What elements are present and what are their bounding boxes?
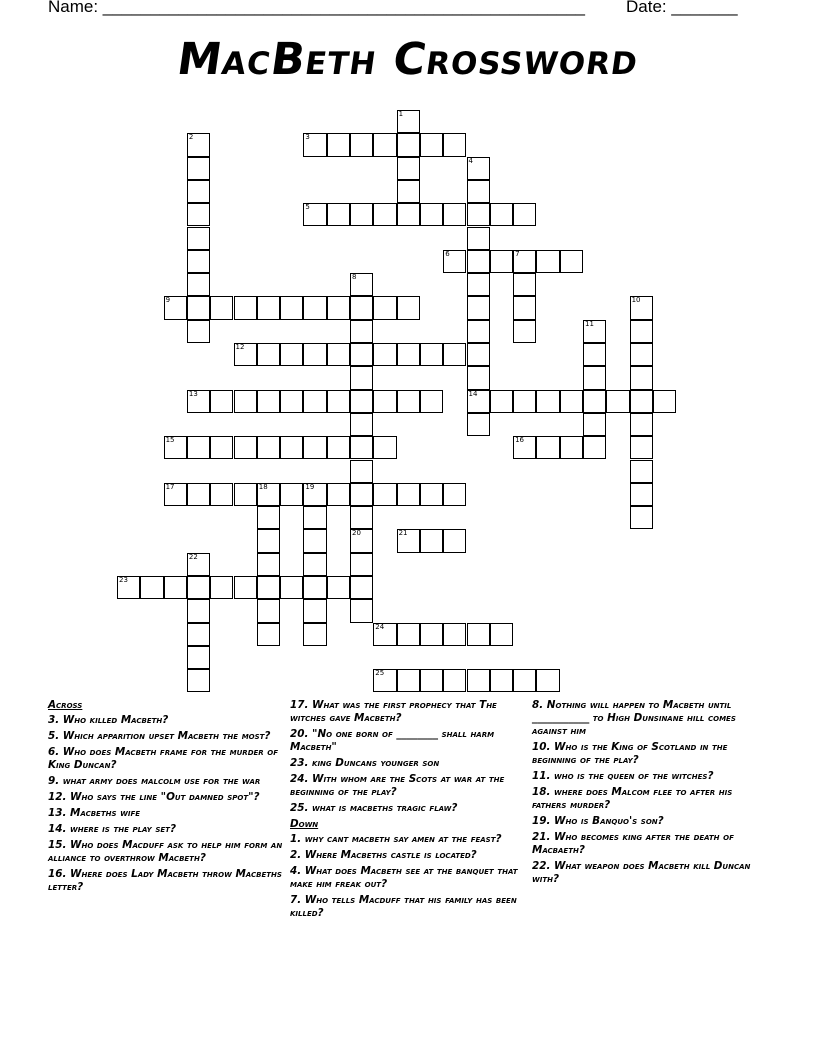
grid-cell[interactable] [303,343,326,366]
grid-cell[interactable] [350,133,373,156]
grid-cell[interactable] [397,529,420,552]
grid-cell[interactable] [257,599,280,622]
name-field-label: Name: ___________________________________________________ [48,0,585,16]
grid-cell[interactable] [397,296,420,319]
date-field-label: Date: _______ [626,0,738,16]
grid-cell[interactable] [350,390,373,413]
grid-cell[interactable] [350,599,373,622]
grid-cell[interactable] [467,623,490,646]
grid-cell[interactable] [257,483,280,506]
grid-cell[interactable] [420,133,443,156]
grid-cell[interactable] [397,669,420,692]
grid-cell[interactable] [187,436,210,459]
grid-cell[interactable] [630,296,653,319]
grid-cell[interactable] [420,669,443,692]
grid-cell[interactable] [560,250,583,273]
grid-cell[interactable] [187,250,210,273]
grid-cell[interactable] [490,250,513,273]
grid-cell[interactable] [373,669,396,692]
clue-number: 1 [398,110,404,118]
grid-cell[interactable] [513,203,536,226]
grid-cell[interactable] [303,390,326,413]
grid-cell[interactable] [187,669,210,692]
grid-cell[interactable] [443,623,466,646]
grid-cell[interactable] [187,296,210,319]
clue-number: 9 [165,296,171,305]
clue-number: 7 [515,249,520,258]
clue-number: 16 [515,436,525,445]
clue-item: 17. What was the first prophecy that The witches gave Macbeth? [290,699,497,724]
grid-cell[interactable] [420,343,443,366]
clue-item: 8. Nothing will happen to Macbeth until ___________ to High Dunsinane hill comes against him [532,699,736,737]
clue-number: 20 [352,529,361,538]
grid-cell[interactable] [630,436,653,459]
clue-item: 5. Which apparition upset Macbeth the most? [48,730,271,742]
grid-cell[interactable] [536,390,559,413]
grid-cell[interactable] [280,483,303,506]
clue-item: 1. why cant macbeth say amen at the feast? [290,833,502,845]
grid-cell[interactable] [630,460,653,483]
grid-cell[interactable] [350,483,373,506]
grid-cell[interactable] [257,436,280,459]
grid-cell[interactable] [187,180,210,203]
grid-cell[interactable] [490,623,513,646]
clue-item: 14. where is the play set? [48,823,176,835]
grid-cell[interactable] [443,669,466,692]
grid-cell[interactable] [257,553,280,576]
clue-item: 11. who is the queen of the witches? [532,770,714,782]
grid-cell[interactable] [303,296,326,319]
grid-cell[interactable] [187,273,210,296]
grid-cell[interactable] [350,203,373,226]
clue-section-heading: Across [48,699,83,711]
grid-cell[interactable] [583,366,606,389]
grid-cell[interactable] [513,250,536,273]
grid-cell[interactable] [117,576,140,599]
grid-cell[interactable] [373,133,396,156]
grid-cell[interactable] [210,390,233,413]
grid-cell[interactable] [513,390,536,413]
clue-number: 6 [445,249,450,258]
grid-cell[interactable] [443,133,466,156]
grid-cell[interactable] [280,296,303,319]
grid-cell[interactable] [257,506,280,529]
grid-cell[interactable] [327,343,350,366]
grid-cell[interactable] [187,599,210,622]
grid-cell[interactable] [234,343,257,366]
grid-cell[interactable] [187,576,210,599]
clue-item: 24. With whom are the Scots at war at the beginning of the play? [290,773,505,798]
grid-cell[interactable] [350,413,373,436]
clue-number: 19 [305,482,315,491]
clue-item: 4. What does Macbeth see at the banquet that make him freak out? [290,865,518,890]
grid-cell[interactable] [303,529,326,552]
grid-cell[interactable] [373,436,396,459]
grid-cell[interactable] [350,529,373,552]
grid-cell[interactable] [234,390,257,413]
grid-cell[interactable] [257,343,280,366]
clue-number: 10 [631,296,641,305]
grid-cell[interactable] [303,133,326,156]
grid-cell[interactable] [303,623,326,646]
grid-cell[interactable] [397,203,420,226]
grid-cell[interactable] [467,273,490,296]
clue-item: 9. what army does malcolm use for the war [48,775,261,787]
grid-cell[interactable] [280,390,303,413]
clue-number: 11 [585,319,594,328]
grid-cell[interactable] [467,366,490,389]
grid-cell[interactable] [280,343,303,366]
clues-column-1 [48,699,284,897]
clue-number: 3 [305,133,310,142]
grid-cell[interactable] [513,436,536,459]
grid-cell[interactable] [513,320,536,343]
grid-cell[interactable] [140,576,163,599]
clue-item: 18. where does Malcom flee to after his fathers murder? [532,786,733,811]
grid-cell[interactable] [467,157,490,180]
grid-cell[interactable] [350,436,373,459]
grid-cell[interactable] [210,576,233,599]
clues-column-2 [290,699,526,923]
grid-cell[interactable] [513,669,536,692]
grid-cell[interactable] [257,390,280,413]
grid-cell[interactable] [280,436,303,459]
grid-cell[interactable] [234,296,257,319]
grid-cell[interactable] [583,390,606,413]
grid-cell[interactable] [303,203,326,226]
grid-cell[interactable] [327,576,350,599]
grid-cell[interactable] [187,203,210,226]
grid-cell[interactable] [257,529,280,552]
grid-cell[interactable] [350,343,373,366]
grid-cell[interactable] [467,180,490,203]
grid-cell[interactable] [350,506,373,529]
grid-cell[interactable] [467,390,490,413]
grid-cell[interactable] [583,320,606,343]
grid-cell[interactable] [327,203,350,226]
grid-cell[interactable] [373,203,396,226]
grid-cell[interactable] [583,436,606,459]
grid-cell[interactable] [350,460,373,483]
grid-cell[interactable] [257,576,280,599]
grid-cell[interactable] [210,483,233,506]
clue-number: 14 [468,389,478,398]
clue-number: 18 [258,482,268,491]
page-title: MacBeth Crossword [174,34,642,85]
grid-cell[interactable] [257,623,280,646]
grid-cell[interactable] [420,623,443,646]
grid-cell[interactable] [630,413,653,436]
grid-cell[interactable] [373,623,396,646]
grid-cell[interactable] [560,390,583,413]
grid-cell[interactable] [630,343,653,366]
grid-cell[interactable] [234,483,257,506]
grid-cell[interactable] [490,203,513,226]
grid-cell[interactable] [467,343,490,366]
grid-cell[interactable] [443,250,466,273]
grid-cell[interactable] [187,553,210,576]
grid-cell[interactable] [350,273,373,296]
grid-cell[interactable] [467,413,490,436]
grid-cell[interactable] [187,320,210,343]
grid-cell[interactable] [350,320,373,343]
clue-item: 15. Who does Macduff ask to help him form an alliance to overthrow Macbeth? [48,839,283,864]
clue-item: 16. Where does Lady Macbeth throw Macbeths letter? [48,868,282,893]
grid-cell[interactable] [210,436,233,459]
grid-cell[interactable] [373,343,396,366]
clue-number: 17 [165,482,175,491]
grid-cell[interactable] [467,203,490,226]
clue-item: 6. Who does Macbeth frame for the murder of King Duncan? [48,746,279,771]
grid-cell[interactable] [164,576,187,599]
clue-item: 23. king Duncans younger son [290,757,440,769]
grid-cell[interactable] [257,296,280,319]
grid-cell[interactable] [187,623,210,646]
clue-number: 24 [375,622,385,631]
grid-cell[interactable] [303,553,326,576]
grid-cell[interactable] [467,296,490,319]
grid-cell[interactable] [420,529,443,552]
clue-item: 7. Who tells Macduff that his family has been killed? [290,894,517,919]
grid-cell[interactable] [397,483,420,506]
grid-cell[interactable] [630,320,653,343]
grid-cell[interactable] [303,506,326,529]
grid-cell[interactable] [490,390,513,413]
grid-cell[interactable] [187,646,210,669]
grid-cell[interactable] [397,623,420,646]
grid-cell[interactable] [187,227,210,250]
grid-cell[interactable] [373,483,396,506]
grid-cell[interactable] [630,366,653,389]
clue-number: 21 [398,529,408,538]
grid-cell[interactable] [653,390,676,413]
clue-item: 19. Who is Banquo's son? [532,815,664,827]
grid-cell[interactable] [420,483,443,506]
grid-cell[interactable] [327,390,350,413]
grid-cell[interactable] [327,133,350,156]
grid-cell[interactable] [630,506,653,529]
grid-cell[interactable] [350,553,373,576]
clue-item: 10. Who is the King of Scotland in the beginning of the play? [532,741,728,766]
grid-cell[interactable] [397,110,420,133]
grid-cell[interactable] [350,576,373,599]
clue-number: 4 [468,156,473,165]
clue-number: 5 [305,203,310,212]
clues-column-3 [532,699,768,889]
clue-item: 21. Who becomes king after the death of Macbaeth? [532,831,734,856]
grid-cell[interactable] [467,250,490,273]
grid-cell[interactable] [513,296,536,319]
grid-cell[interactable] [630,483,653,506]
grid-cell[interactable] [234,436,257,459]
grid-cell[interactable] [164,483,187,506]
grid-cell[interactable] [443,529,466,552]
grid-cell[interactable] [536,436,559,459]
grid-cell[interactable] [397,390,420,413]
grid-cell[interactable] [303,483,326,506]
grid-cell[interactable] [164,436,187,459]
grid-cell[interactable] [373,390,396,413]
grid-cell[interactable] [187,133,210,156]
grid-cell[interactable] [490,669,513,692]
grid-cell[interactable] [164,296,187,319]
grid-cell[interactable] [443,203,466,226]
clue-item: 20. "No one born of ________ shall harm Macbeth" [290,728,495,753]
grid-cell[interactable] [560,436,583,459]
clue-number: 25 [375,669,385,678]
clue-item: 3. Who killed Macbeth? [48,714,169,726]
grid-cell[interactable] [397,343,420,366]
grid-cell[interactable] [630,390,653,413]
grid-cell[interactable] [210,296,233,319]
grid-cell[interactable] [303,599,326,622]
grid-cell[interactable] [467,669,490,692]
clue-number: 2 [188,133,194,142]
grid-cell[interactable] [350,296,373,319]
grid-cell[interactable] [327,436,350,459]
grid-cell[interactable] [606,390,629,413]
clue-number: 8 [352,273,357,282]
clue-section-heading: Down [290,818,319,830]
grid-cell[interactable] [536,250,559,273]
clue-number: 13 [188,389,198,398]
clue-number: 22 [188,552,198,561]
clue-number: 15 [165,436,175,445]
grid-cell[interactable] [467,227,490,250]
grid-cell[interactable] [513,273,536,296]
grid-cell[interactable] [187,483,210,506]
grid-cell[interactable] [397,180,420,203]
grid-cell[interactable] [187,390,210,413]
grid-cell[interactable] [420,390,443,413]
grid-cell[interactable] [350,366,373,389]
clue-item: 2. Where Macbeths castle is located? [290,849,477,861]
grid-cell[interactable] [397,157,420,180]
grid-cell[interactable] [420,203,443,226]
clue-number: 12 [235,343,245,351]
grid-cell[interactable] [303,436,326,459]
clue-item: 13. Macbeths wife [48,807,141,819]
clue-item: 12. Who says the line "Out damned spot"? [48,791,260,803]
clue-item: 22. What weapon does Macbeth kill Duncan with? [532,860,751,885]
grid-cell[interactable] [234,576,257,599]
clue-number: 23 [119,576,128,584]
clue-item: 25. what is macbeths tragic flaw? [290,802,458,814]
grid-cell[interactable] [327,483,350,506]
grid-cell[interactable] [443,483,466,506]
grid-cell[interactable] [443,343,466,366]
grid-cell[interactable] [303,576,326,599]
grid-cell[interactable] [397,133,420,156]
grid-cell[interactable] [280,576,303,599]
grid-cell[interactable] [583,343,606,366]
grid-cell[interactable] [467,320,490,343]
grid-cell[interactable] [536,669,559,692]
grid-cell[interactable] [327,296,350,319]
grid-cell[interactable] [373,296,396,319]
grid-cell[interactable] [583,413,606,436]
grid-cell[interactable] [187,157,210,180]
